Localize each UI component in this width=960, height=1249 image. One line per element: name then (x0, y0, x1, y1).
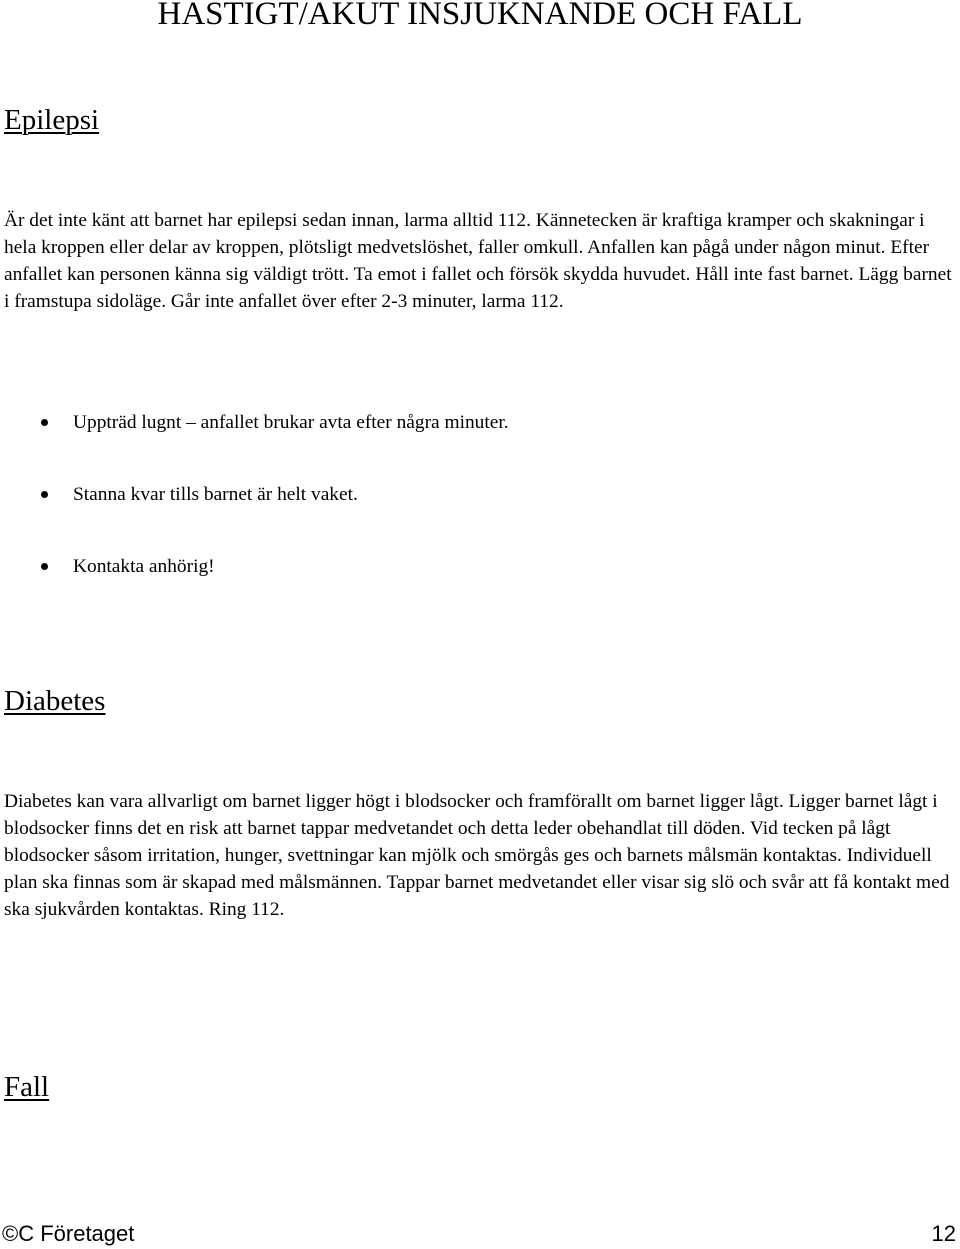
bullet-icon (41, 563, 48, 570)
bullet-text: Uppträd lugnt – anfallet brukar avta efter några minuter. (73, 412, 509, 433)
list-item (0, 548, 509, 620)
page-number: 12 (931, 1221, 956, 1246)
section-heading-fall: Fall (4, 1071, 50, 1103)
bullet-text: Stanna kvar tills barnet är helt vaket. (73, 484, 358, 505)
list-item (0, 404, 509, 476)
footer-copyright: ©C Företaget (2, 1221, 135, 1246)
bullet-icon (41, 491, 48, 498)
epilepsi-bullet-list (0, 404, 509, 620)
page-title: HASTIGT/AKUT INSJUKNANDE OCH FALL (157, 0, 803, 32)
list-item (0, 476, 509, 548)
section-heading-diabetes: Diabetes (4, 685, 106, 717)
bullet-icon (41, 419, 48, 426)
section-heading-epilepsi: Epilepsi (4, 104, 100, 136)
bullet-text: Kontakta anhörig! (73, 556, 215, 577)
epilepsi-paragraph: Är det inte känt att barnet har epilepsi sedan innan, larma alltid 112. Kännetecken är kraftiga kramper och skakningar i hela kroppen eller delar av kroppen, plötsligt medvetslöshet, faller omkull. Anfallen kan pågå under någon minut. Efter anfallet kan personen känna sig väldigt trött. Ta emot i fallet och försök skydda huvudet. Håll inte fast barnet. Lägg barnet i framstupa sidoläge. Går inte anfallet över efter 2-3 minuter, larma 112. (4, 210, 952, 312)
diabetes-paragraph: Diabetes kan vara allvarligt om barnet ligger högt i blodsocker och framförallt om barnet ligger lågt. Ligger barnet lågt i blodsocker finns det en risk att barnet tappar medvetandet och detta leder obehandlat till döden. Vid tecken på lågt blodsocker såsom irritation, hunger, svettningar kan mjölk och smörgås ges och barnets målsmän kontaktas. Individuell plan ska finnas som är skapad med målsmännen. Tappar barnet medvetandet eller visar sig slö och svår att få kontakt med ska sjukvården kontaktas. Ring 112. (4, 791, 950, 920)
